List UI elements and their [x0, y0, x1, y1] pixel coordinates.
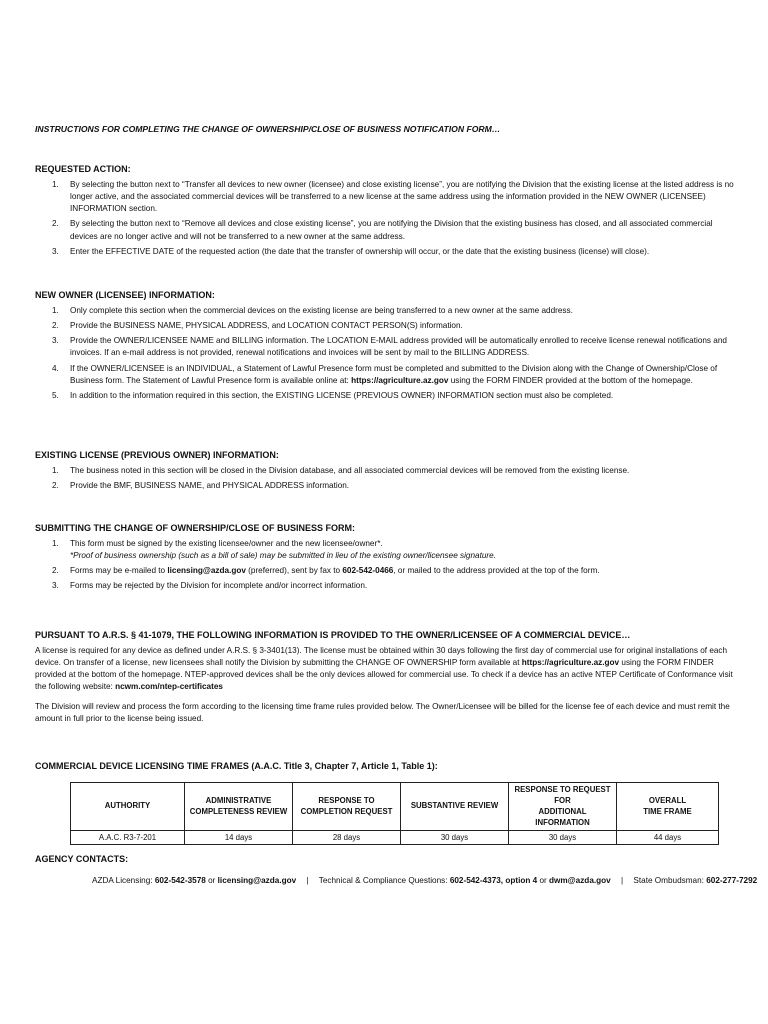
pursuant-section	[35, 629, 735, 732]
list-item: 3. Provide the OWNER/LICENSEE NAME and BILLING information. The LOCATION E-MAIL address provided will be automatically enrolled to receive license renewal notifications and invoices. If an e-mail address is not provided, renewal notifications and invoices will be sent by mail to the BILLING ADDRESS.	[52, 336, 727, 358]
agency-contacts-heading: AGENCY CONTACTS:	[35, 854, 129, 864]
technical-phone: 602-542-4373, option 4	[449, 876, 538, 885]
ombudsman-phone: 602-277-7292	[706, 876, 758, 885]
table-cell: 30 days	[401, 830, 509, 844]
requested-action-heading: REQUESTED ACTION:	[35, 164, 131, 174]
agriculture-link[interactable]: https://agriculture.az.gov	[351, 375, 449, 385]
table-cell: 28 days	[293, 830, 401, 844]
submitting-list	[35, 538, 735, 593]
list-item: 1. The business noted in this section will be closed in the Division database, and all associated commercial devices will be removed from the existing license.	[52, 465, 630, 475]
list-item: 5. In addition to the information required in this section, the EXISTING LICENSE (PREVIOUS OWNER) INFORMATION section must also be completed.	[52, 391, 614, 401]
table-cell: 30 days	[509, 830, 617, 844]
list-item: 3. Forms may be rejected by the Division for incomplete and/or incorrect information.	[52, 581, 368, 591]
list-item: 1. This form must be signed by the existing licensee/owner and the new licensee/owner*. *Proof of business ownership (such as a bill of sale) may be submitted in lieu of the existing owner/licensee signature.	[35, 538, 735, 563]
list-item: 1. By selecting the button next to “Transfer all devices to new owner (licensee) and close existing license”, you are notifying the Division that the existing license at the listed address is no longer active, and the associated commercial devices will be transferred to a new license at the same address using the information provided in the NEW OWNER (LICENSEE) INFORMATION section.	[52, 179, 734, 214]
submitting-section	[35, 522, 735, 596]
new-owner-section	[35, 289, 735, 406]
list-item: 1. Only complete this section when the commercial devices on the existing license are being transferred to a new owner at the same address.	[52, 305, 573, 315]
time-frames-section	[35, 760, 735, 845]
list-item: 2. By selecting the button next to “Remove all devices and close existing license”, you are notifying the Division that the existing business has closed, and all associated commercial devices are no longer active and will not be transferred to a new owner at the same address.	[52, 219, 713, 241]
page-title: INSTRUCTIONS FOR COMPLETING THE CHANGE OF OWNERSHIP/CLOSE OF BUSINESS NOTIFICATION FORM…	[35, 124, 501, 134]
existing-license-list	[35, 465, 735, 493]
agriculture-link[interactable]: https://agriculture.az.gov	[521, 657, 620, 667]
licensing-email-link[interactable]: licensing@azda.gov	[167, 566, 246, 576]
contact-divider: |	[306, 876, 309, 885]
list-item: 2. Provide the BUSINESS NAME, PHYSICAL ADDRESS, and LOCATION CONTACT PERSON(S) information.	[52, 320, 463, 330]
agency-contacts-line: AZDA Licensing: 602-542-3578 or licensing@azda.gov | Technical & Compliance Questions: 602-542-4373, option 4 or dwm@azda.gov | State Ombudsman: 602-277-7292	[92, 875, 757, 887]
time-frames-heading: COMMERCIAL DEVICE LICENSING TIME FRAMES (A.A.C. Title 3, Chapter 7, Article 1, Table 1):	[35, 761, 438, 771]
col-header-response-completion: RESPONSE TO COMPLETION REQUEST	[293, 782, 401, 830]
col-header-response-additional: RESPONSE TO REQUEST FOR ADDITIONAL INFORMATION	[509, 782, 617, 830]
submitting-heading: SUBMITTING THE CHANGE OF OWNERSHIP/CLOSE OF BUSINESS FORM:	[35, 523, 356, 533]
requested-action-list	[35, 179, 735, 259]
new-owner-heading: NEW OWNER (LICENSEE) INFORMATION:	[35, 290, 215, 300]
licensing-phone: 602-542-3578	[154, 876, 206, 885]
time-frames-table	[70, 782, 719, 845]
review-paragraph: The Division will review and process the form according to the licensing time frame rules provided below. The Owner/Licensee will be billed for the license fee of each device and must remit the amount in full prior to the license being issued.	[35, 701, 730, 723]
fax-number: 602-542-0466	[342, 566, 394, 576]
pursuant-heading: PURSUANT TO A.R.S. § 41-1079, THE FOLLOWING INFORMATION IS PROVIDED TO THE OWNER/LICENSEE OF A COMMERCIAL DEVICE…	[35, 630, 631, 640]
list-item: 2. Forms may be e-mailed to licensing@azda.gov (preferred), sent by fax to 602-542-0466, or mailed to the address provided at the top of the form.	[52, 566, 600, 576]
list-item: 2. Provide the BMF, BUSINESS NAME, and PHYSICAL ADDRESS information.	[52, 480, 350, 490]
agency-contacts-section	[35, 853, 735, 869]
contact-divider: |	[620, 876, 624, 885]
existing-license-heading: EXISTING LICENSE (PREVIOUS OWNER) INFORMATION:	[35, 450, 279, 460]
table-row	[71, 830, 719, 844]
table-cell: A.A.C. R3-7-201	[71, 830, 185, 844]
existing-license-section	[35, 449, 735, 495]
new-owner-list	[35, 305, 735, 403]
requested-action-section	[35, 163, 735, 261]
col-header-substantive-review: SUBSTANTIVE REVIEW	[401, 782, 509, 830]
list-item: 3. Enter the EFFECTIVE DATE of the requested action (the date that the transfer of ownership will occur, or the date that the existing business (license) will close).	[52, 246, 650, 256]
col-header-authority: AUTHORITY	[71, 782, 185, 830]
table-header-row	[71, 782, 719, 830]
col-header-admin-review: ADMINISTRATIVE COMPLETENESS REVIEW	[185, 782, 293, 830]
license-paragraph: A license is required for any device as defined under A.R.S. § 3-3401(13). The license must be obtained within 30 days following the first day of commercial use for original installations of each device. On transfer of a license, new licensees shall notify the Division by submitting the CHANGE OF OWNERSHIP form available at https://agriculture.az.gov using the FORM FINDER provided at the bottom of the homepage. NTEP-approved devices shall be the only devices allowed for commercial use. To check if a device has an active NTEP Certificate of Conformance visit the following website: ncwm.com/ntep-certificates	[35, 645, 733, 692]
ntep-link[interactable]: ncwm.com/ntep-certificates	[115, 682, 223, 692]
dwm-email-link[interactable]: dwm@azda.gov	[549, 876, 611, 885]
table-cell: 44 days	[617, 830, 719, 844]
proof-note: *Proof of business ownership (such as a bill of sale) may be submitted in lieu of the existing owner/licensee signature.	[70, 550, 496, 560]
list-item: 4. If the OWNER/LICENSEE is an INDIVIDUAL, a Statement of Lawful Presence form must be completed and submitted to the Division along with the Change of Ownership/Close of Business form. The Statement of Lawful Presence form is available online at: https://agriculture.az.gov using the FORM FINDER provided at the bottom of the homepage.	[52, 363, 718, 385]
col-header-overall: OVERALL TIME FRAME	[617, 782, 719, 830]
table-cell: 14 days	[185, 830, 293, 844]
licensing-email-link[interactable]: licensing@azda.gov	[217, 876, 297, 885]
